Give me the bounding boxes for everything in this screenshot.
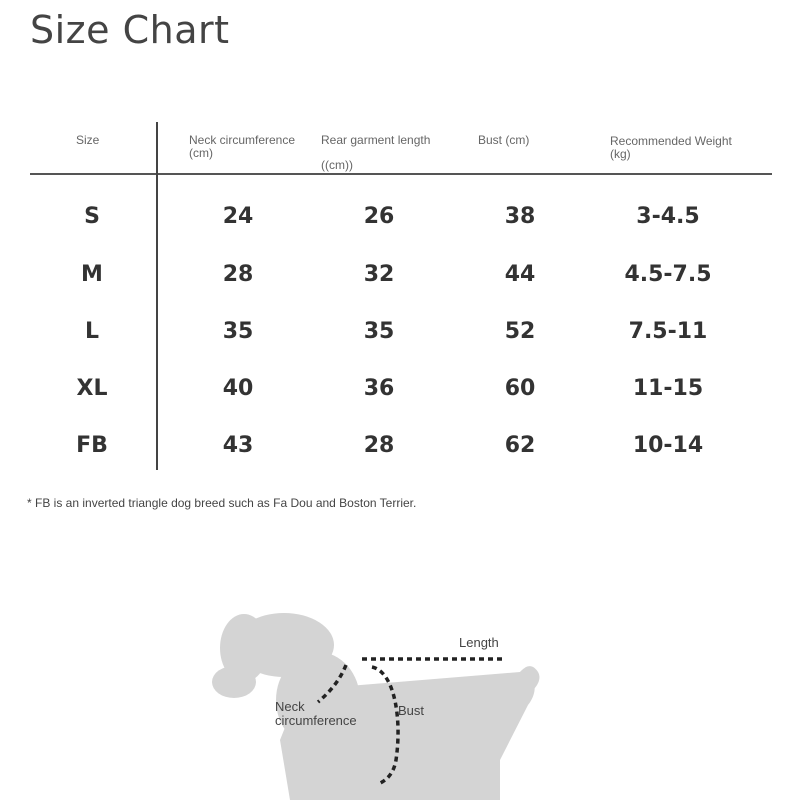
header-size: Size	[76, 133, 100, 147]
header-weight-line1: Recommended Weight	[610, 134, 732, 148]
header-neck-line1: Neck circumference	[189, 133, 296, 147]
cell-neck: 43	[222, 433, 254, 458]
cell-length: 28	[363, 433, 395, 458]
cell-bust: 44	[504, 262, 536, 287]
neck-label-line1: Neck	[275, 699, 305, 714]
header-weight-line2: (kg)	[610, 147, 631, 161]
cell-size: FB	[76, 433, 108, 458]
header-neck-line2: (cm)	[189, 146, 213, 160]
cell-length: 26	[363, 204, 395, 229]
cell-bust: 62	[504, 433, 536, 458]
header-rear-length	[321, 134, 430, 172]
header-rear-line2: ((cm))	[321, 158, 353, 172]
footnote: * FB is an inverted triangle dog breed such as Fa Dou and Boston Terrier.	[27, 496, 417, 510]
cell-bust: 52	[504, 319, 536, 344]
cell-length: 35	[363, 319, 395, 344]
cell-length: 36	[363, 376, 395, 401]
bust-label: Bust	[398, 703, 425, 718]
cell-size: XL	[76, 376, 108, 401]
cell-neck: 28	[222, 262, 254, 287]
neck-label-line2: circumference	[275, 713, 357, 728]
dog-silhouette-diagram	[0, 560, 800, 800]
cell-neck: 24	[222, 204, 254, 229]
cell-weight: 10-14	[632, 433, 704, 458]
cell-bust: 38	[504, 204, 536, 229]
header-neck	[189, 134, 295, 160]
header-divider	[30, 173, 772, 175]
cell-weight: 11-15	[632, 376, 704, 401]
cell-length: 32	[363, 262, 395, 287]
header-weight	[610, 135, 732, 161]
cell-neck: 35	[222, 319, 254, 344]
length-label: Length	[459, 635, 499, 650]
header-rear-line1: Rear garment length	[321, 133, 431, 147]
cell-weight: 3-4.5	[636, 204, 700, 229]
cell-size: L	[84, 319, 100, 344]
neck-label	[275, 700, 357, 728]
cell-neck: 40	[222, 376, 254, 401]
cell-size: M	[81, 262, 103, 287]
page-title: Size Chart	[30, 8, 230, 52]
cell-bust: 60	[504, 376, 536, 401]
cell-weight: 4.5-7.5	[624, 262, 712, 287]
size-column-divider	[156, 122, 158, 470]
header-bust: Bust (cm)	[478, 133, 530, 147]
cell-weight: 7.5-11	[628, 319, 708, 344]
cell-size: S	[84, 204, 100, 229]
